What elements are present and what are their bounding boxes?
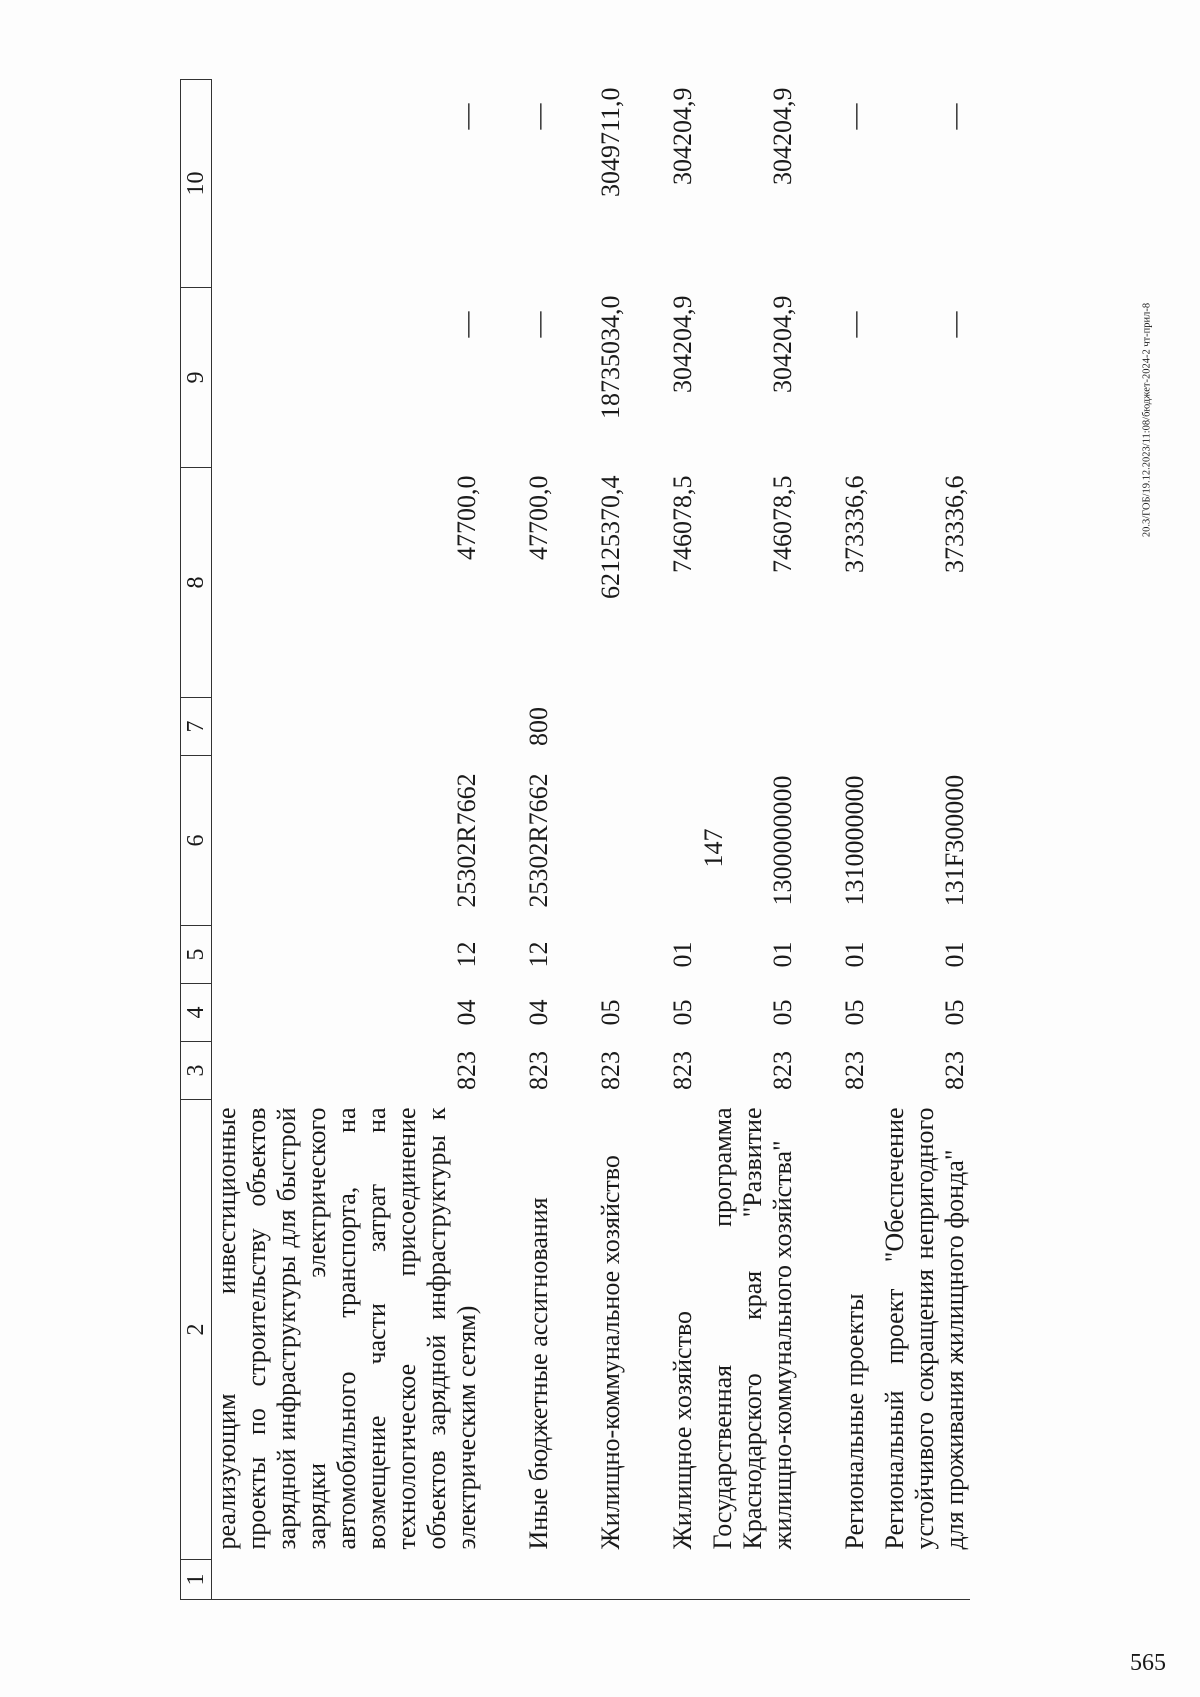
target-article-cell (554, 756, 626, 926)
header-cell: 8 (181, 468, 212, 698)
header-cell: 6 (181, 756, 212, 926)
table-row (698, 80, 798, 1600)
ministry-code-cell: 823 (668, 1051, 697, 1090)
amount-2025-cell: — (840, 311, 869, 338)
table-row (554, 80, 626, 1600)
amount-2026-cell: — (524, 103, 553, 130)
target-article-cell: 25302R7662 (452, 773, 481, 908)
amount-2025-cell: 304204,9 (768, 295, 797, 393)
table-row (870, 80, 970, 1600)
row-name-cell: Региональный проект "Обеспечение устойчивого сокращения непригодного для проживания жилищного фонда" (880, 1107, 969, 1550)
target-article-cell: 131F300000 (940, 774, 969, 907)
amount-2025-cell: 304204,9 (668, 295, 697, 393)
header-cell: 3 (181, 1042, 212, 1100)
amount-2024-cell: 62125370,4 (596, 475, 625, 599)
subsection-cell: 01 (840, 941, 869, 968)
ministry-code-cell: 823 (524, 1051, 553, 1090)
header-cell: 9 (181, 288, 212, 468)
amount-2026-cell: 3049711,0 (596, 87, 625, 198)
page-number: 147 (699, 828, 728, 868)
row-number-cell (870, 1560, 970, 1600)
amount-2026-cell: — (452, 103, 481, 130)
amount-2024-cell: 47700,0 (524, 475, 553, 560)
header-cell: 7 (181, 698, 212, 756)
expense-type-cell (698, 698, 798, 756)
target-article-cell: 1310000000 (840, 775, 869, 906)
amount-2024-cell: 373336,6 (940, 475, 969, 573)
amount-2025-cell: — (452, 311, 481, 338)
row-number-cell (482, 1560, 554, 1600)
subsection-cell: 12 (452, 941, 481, 968)
amount-2025-cell: 18735034,0 (596, 295, 625, 419)
section-cell: 05 (668, 999, 697, 1026)
row-number-cell (798, 1560, 870, 1600)
expense-type-cell (626, 698, 698, 756)
expense-type-cell (554, 698, 626, 756)
row-name-cell: Жилищное хозяйство (668, 1310, 697, 1550)
expense-type-cell (798, 698, 870, 756)
row-number-cell (626, 1560, 698, 1600)
header-cell: 2 (181, 1100, 212, 1560)
ministry-code-cell: 823 (768, 1051, 797, 1090)
amount-2024-cell: 746078,5 (768, 475, 797, 573)
row-name-cell: реализующим инвестиционные проекты по строительству объектов зарядной инфраструктуры для быстрой зарядки электрического автомобильного транспорта, на возмещение части затрат на технологическое присоединение объектов зарядной инфраструктуры к электрическим сетям) (212, 1107, 481, 1550)
header-cell: 5 (181, 926, 212, 984)
target-article-cell (626, 756, 698, 926)
subsection-cell: 01 (668, 941, 697, 968)
subsection-cell (554, 926, 626, 984)
ministry-code-cell: 823 (452, 1051, 481, 1090)
table-row (482, 80, 554, 1600)
subsection-cell: 01 (768, 941, 797, 968)
ministry-code-cell: 823 (596, 1051, 625, 1090)
amount-2024-cell: 746078,5 (668, 475, 697, 573)
target-article-cell: 1300000000 (768, 775, 797, 906)
ministry-code-cell: 823 (940, 1051, 969, 1090)
table-row (626, 80, 698, 1600)
row-name-cell: Региональные проекты (840, 1293, 869, 1550)
amount-2026-cell: 304204,9 (668, 87, 697, 185)
row-number-cell (554, 1560, 626, 1600)
sheet-number: 565 (1130, 1650, 1166, 1676)
budget-table-rotated (180, 80, 1200, 1600)
amount-2025-cell: — (940, 311, 969, 338)
subsection-cell: 01 (940, 941, 969, 968)
row-name-cell: Иные бюджетные ассигнования (524, 1197, 553, 1550)
expense-type-cell: 800 (524, 707, 553, 746)
amount-2026-cell: 304204,9 (768, 87, 797, 185)
amount-2026-cell: — (840, 103, 869, 130)
header-cell: 1 (181, 1560, 212, 1600)
row-name-cell: Государственная программа Краснодарского края "Развитие жилищно-коммунального хозяйства" (708, 1107, 797, 1550)
subsection-cell: 12 (524, 941, 553, 968)
section-cell: 05 (840, 999, 869, 1026)
ministry-code-cell: 823 (840, 1051, 869, 1090)
amount-2025-cell: — (524, 311, 553, 338)
row-number-cell (212, 1560, 483, 1600)
section-cell: 05 (596, 999, 625, 1026)
expense-type-cell (212, 698, 483, 756)
section-cell: 05 (768, 999, 797, 1026)
target-article-cell: 25302R7662 (524, 773, 553, 908)
budget-table (180, 79, 970, 1600)
header-cell: 4 (181, 984, 212, 1042)
table-row (212, 80, 483, 1600)
row-name-cell: Жилищно-коммунальное хозяйство (596, 1155, 625, 1550)
table-row (798, 80, 870, 1600)
amount-2026-cell: — (940, 103, 969, 130)
expense-type-cell (870, 698, 970, 756)
amount-2024-cell: 47700,0 (452, 475, 481, 560)
header-cell: 10 (181, 80, 212, 288)
section-cell: 04 (452, 999, 481, 1026)
section-cell: 04 (524, 999, 553, 1026)
footer-code: 20.3/ГОБ/19.12.2023/11:08/бюджет-2024-2 чт-прил-8 (1141, 302, 1153, 538)
amount-2024-cell: 373336,6 (840, 475, 869, 573)
header-row (181, 80, 212, 1600)
row-number-cell (698, 1560, 798, 1600)
section-cell: 05 (940, 999, 969, 1026)
